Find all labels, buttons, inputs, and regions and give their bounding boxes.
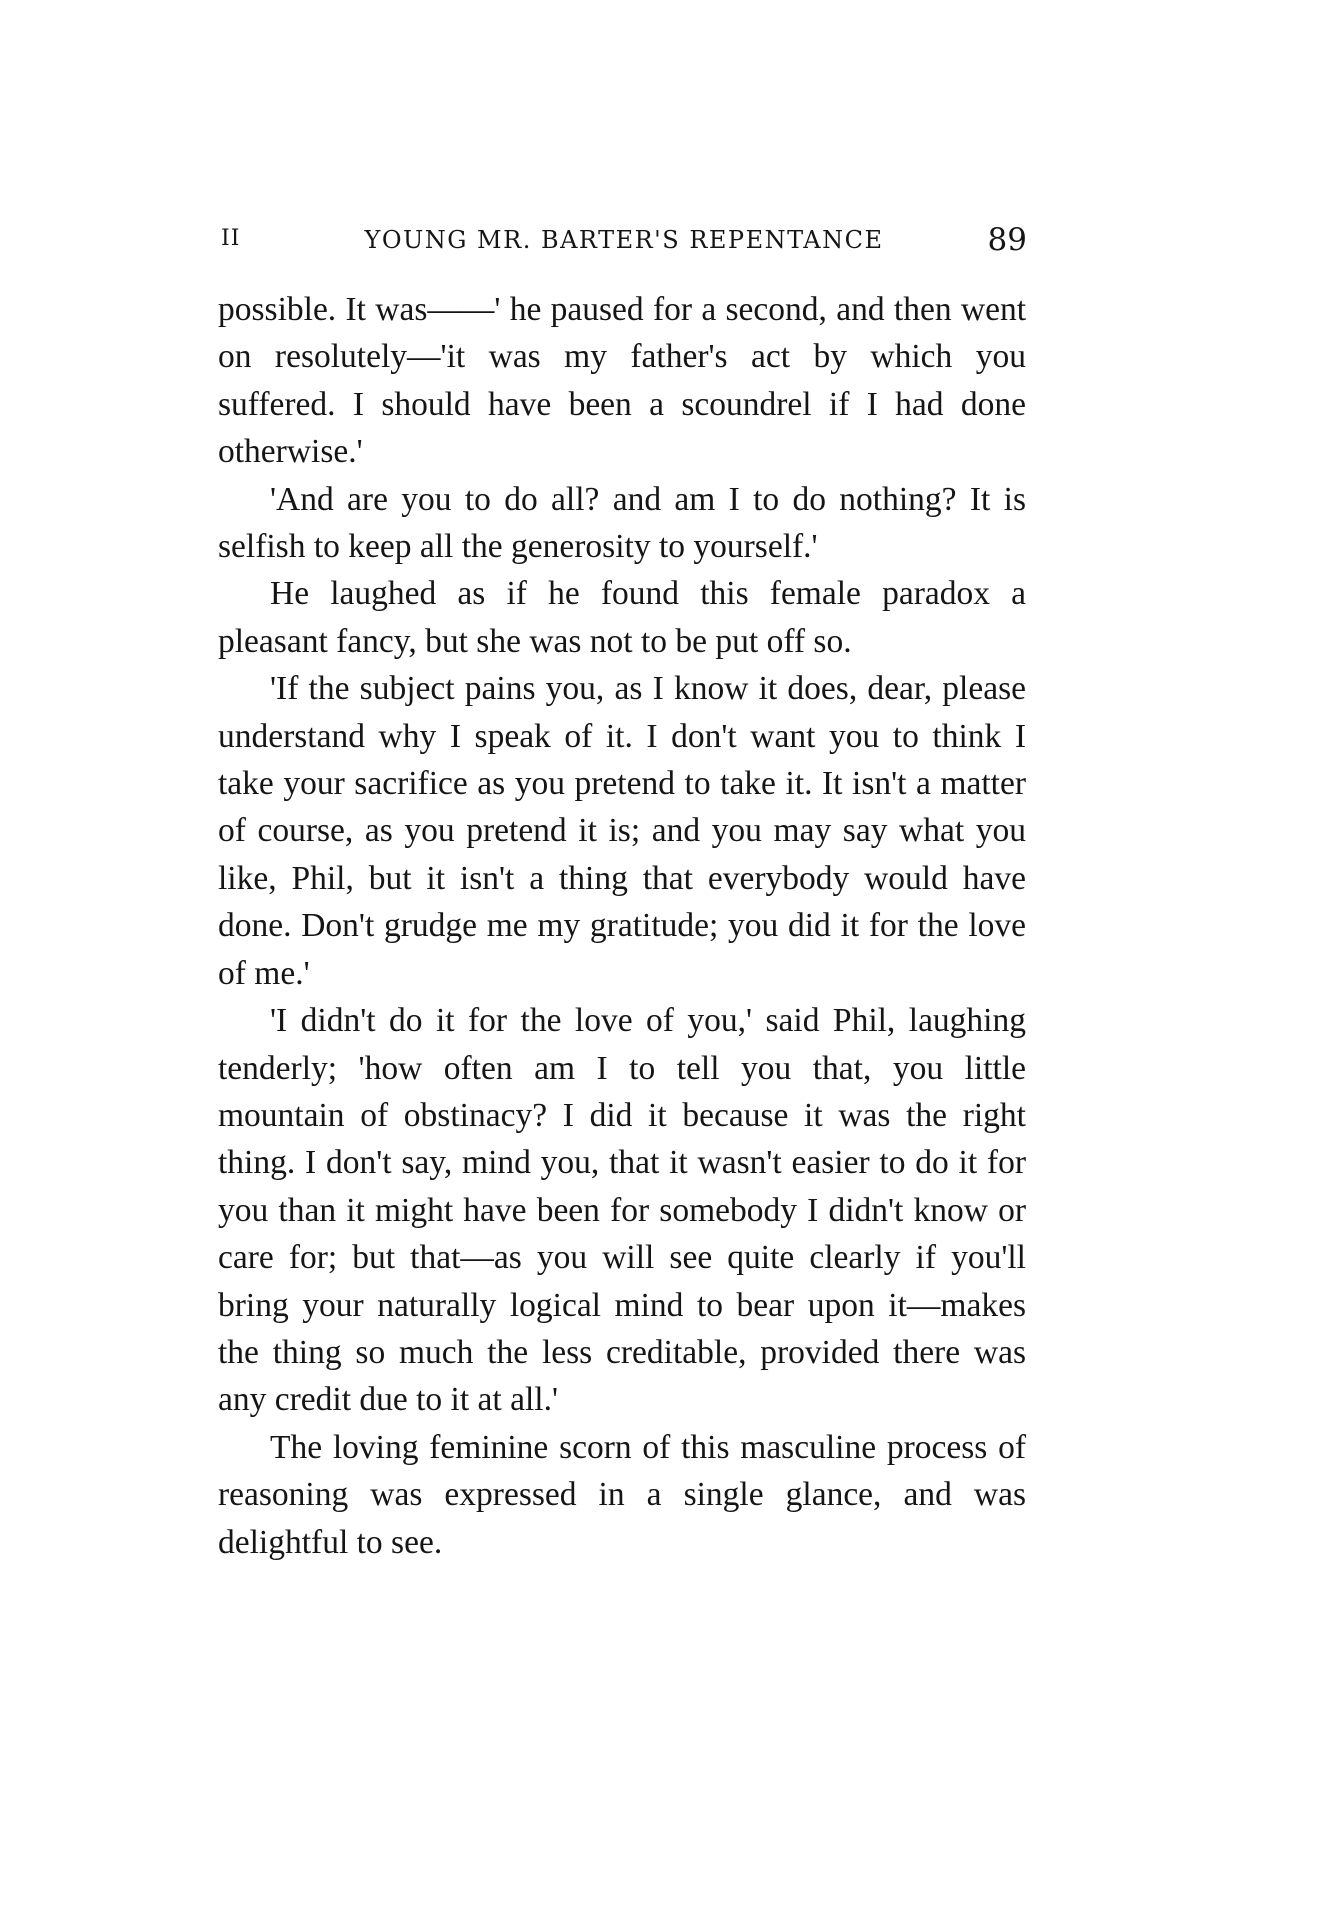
paragraph: 'I didn't do it for the love of you,' said Phil, laughing tenderly; 'how often am I to tell you that, you little mountain of obstinacy? I did it because it was the right thing. I don't say, mind you, that it wasn't easier to do it for you than it might have been for somebody I didn't know or care for; but that—as you will see quite clearly if you'll bring your naturally logical mind to bear upon it—makes the thing so much the less creditable, provided there was any credit due to it at all.' xyxy=(218,1002,1026,1419)
paragraph: The loving feminine scorn of this masculine process of reasoning was expressed in a single glance, and was delightful to see. xyxy=(218,1428,1026,1561)
paragraph: possible. It was——' he paused for a second, and then went on resolutely—'it was my father's act by which you suffered. I should have been a scoundrel if I had done otherwise.' xyxy=(218,291,1026,471)
page-number: 89 xyxy=(987,222,1027,258)
running-title: YOUNG MR. BARTER'S REPENTANCE xyxy=(364,226,884,254)
paragraph: 'If the subject pains you, as I know it does, dear, please understand why I speak of it. I don't want you to think I take your sacrifice as you pretend to take it. It isn't a matter of course, as you pretend it is; and you may say what you like, Phil, but it isn't a thing that everybody would have done. Don't grudge me my gratitude; you did it for the love of me.' xyxy=(218,670,1026,992)
paragraph: 'And are you to do all? and am I to do nothing? It is selfish to keep all the generosity to yourself.' xyxy=(218,480,1026,566)
chapter-numeral: II xyxy=(221,226,241,251)
body-text xyxy=(218,286,1026,1566)
running-head xyxy=(221,222,1027,262)
paragraph: He laughed as if he found this female paradox a pleasant fancy, but she was not to be put off so. xyxy=(218,575,1026,660)
